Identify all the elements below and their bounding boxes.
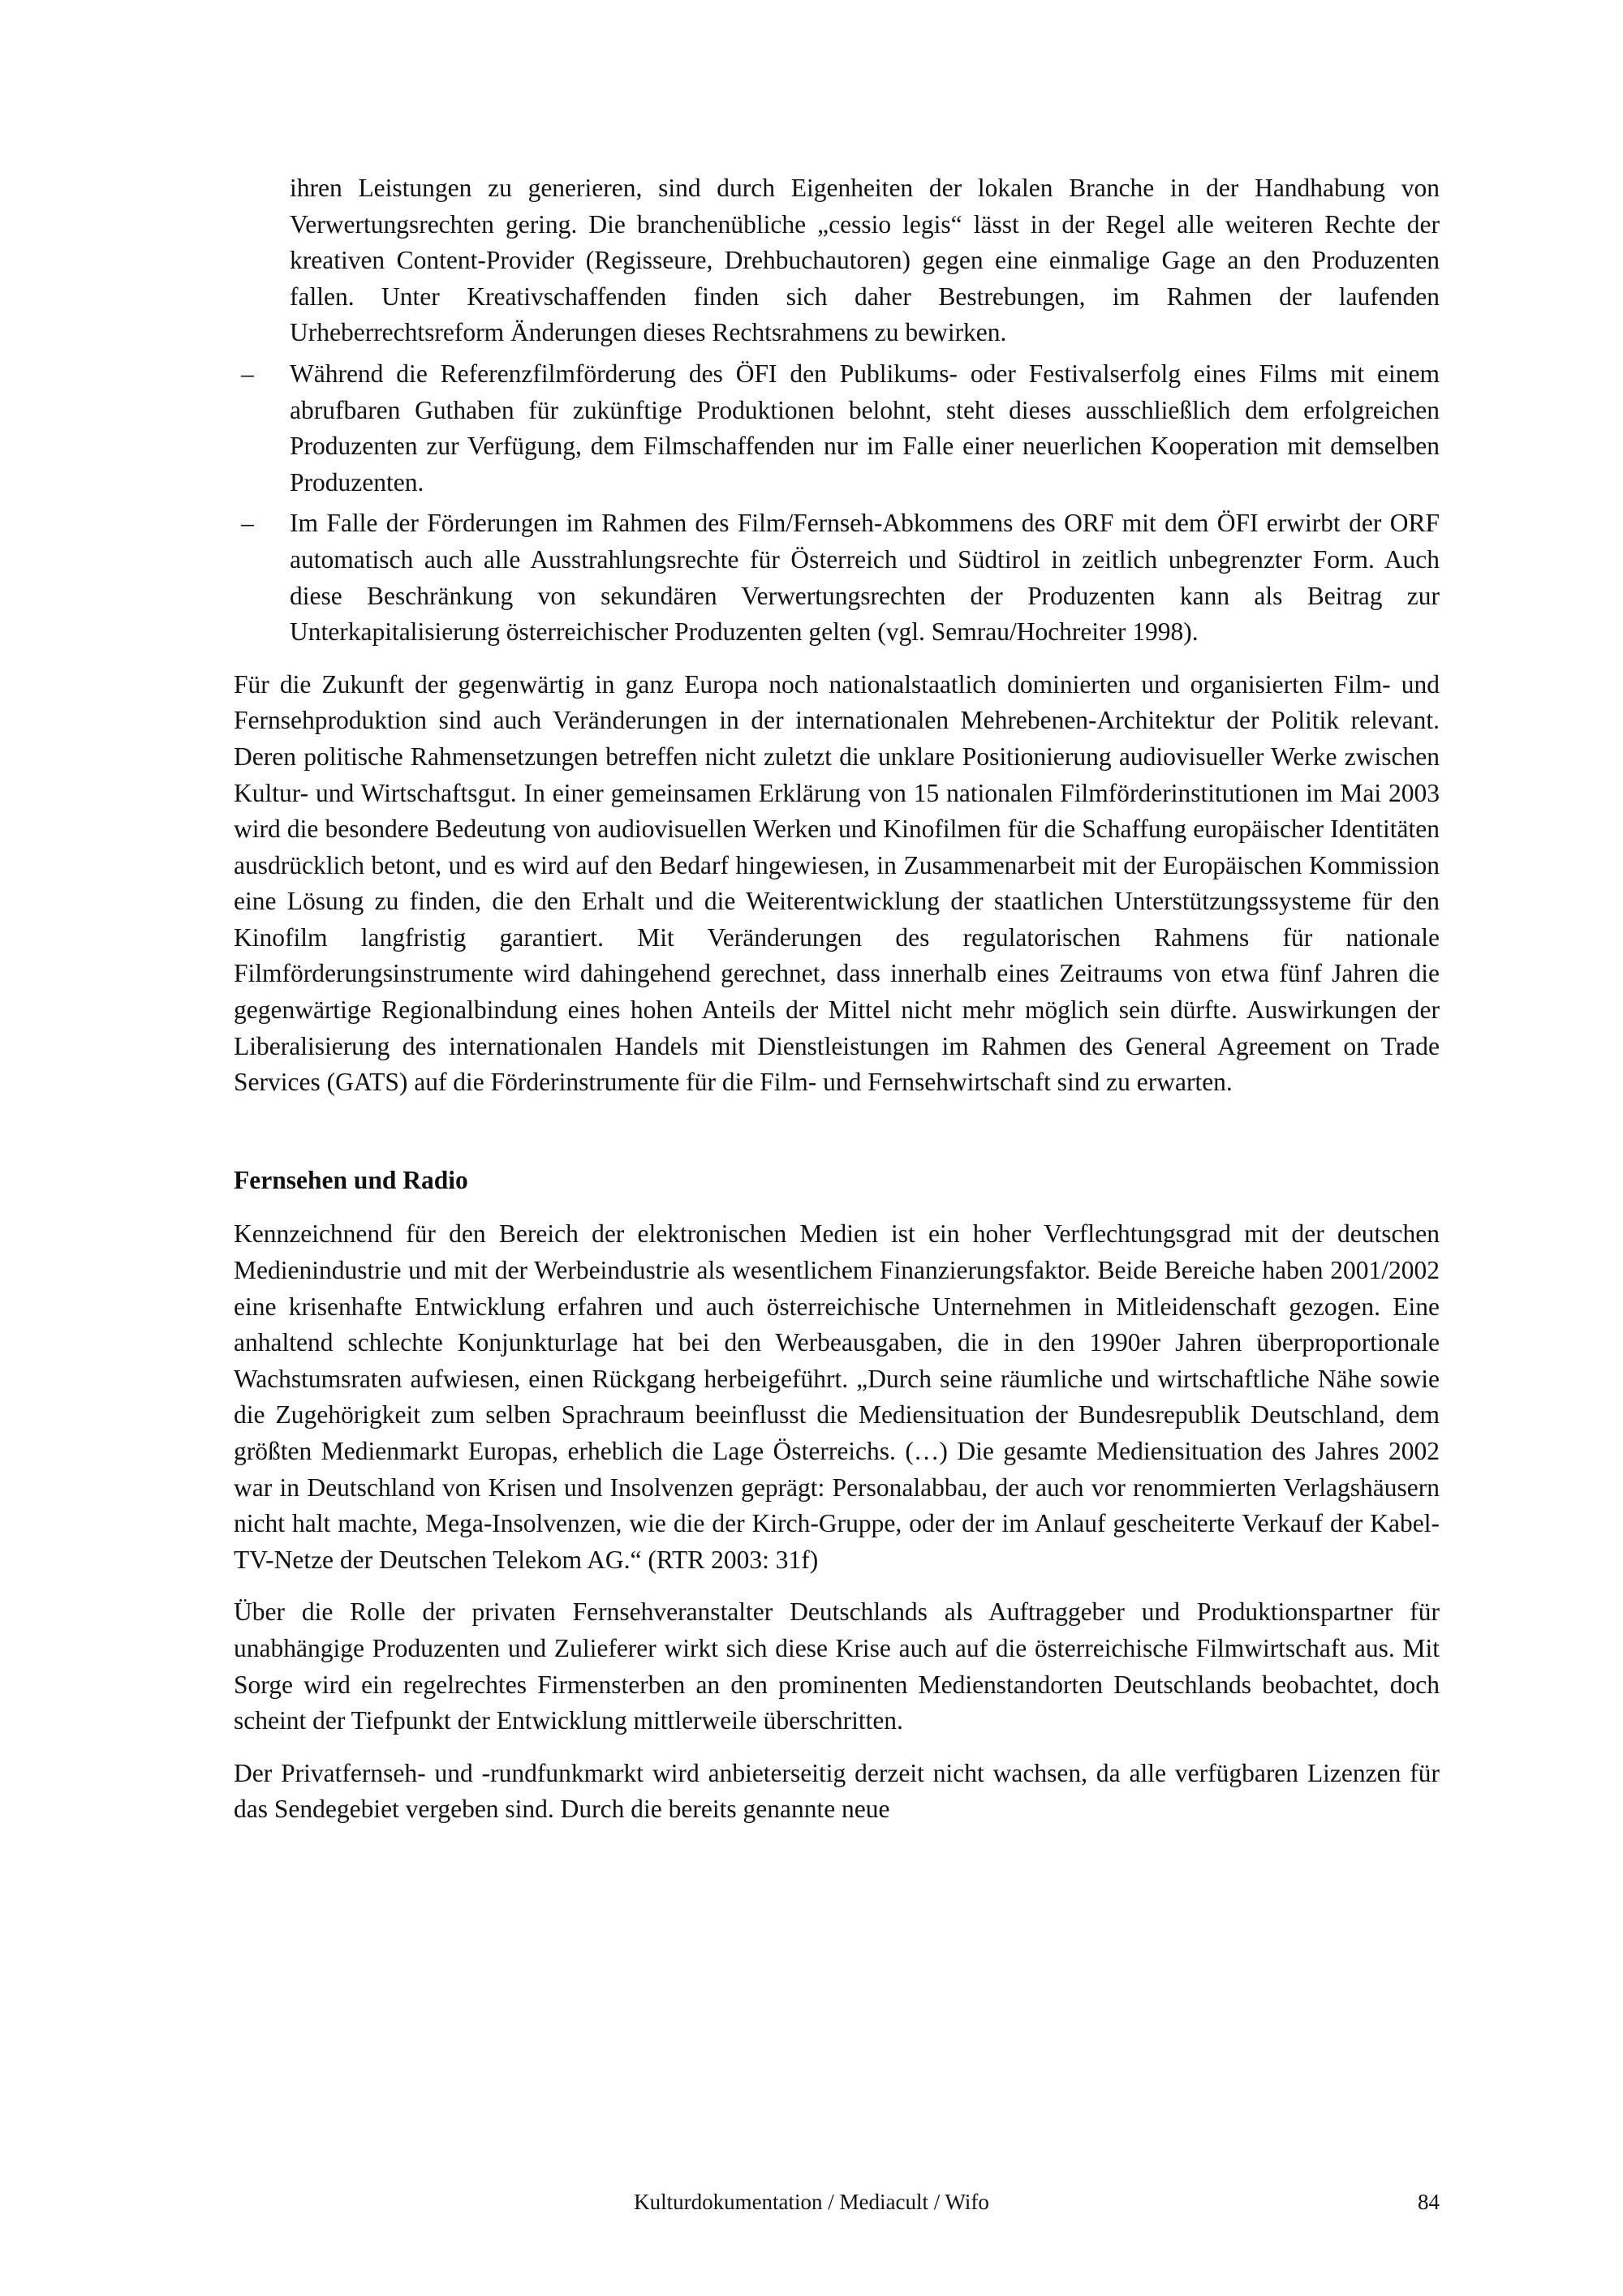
footer-source: Kulturdokumentation / Mediacult / Wifo [634,2190,989,2214]
paragraph-tv-3: Der Privatfernseh- und -rundfunkmarkt wird anbieterseitig derzeit nicht wachsen, da alle verfügbaren Lizenzen für das Sendegebiet vergeben sind. Durch die bereits genannte neue [234,1758,1440,1824]
dash-marker: – [241,359,254,388]
body-text [234,170,1440,1828]
bullet-text: Im Falle der Förderungen im Rahmen des Film/Fernseh-Abkommens des ORF mit dem ÖFI erwirbt der ORF automatisch auch alle Ausstrahlungsrechte für Österreich und Südtirol in zeitlich unbegrenzter Form. Auch diese Beschränkung von sekundären Verwertungsrechten der Produzenten kann als Beitrag zur Unterkapitalisierung österreichischer Produzenten gelten (vgl. Semrau/Hochreiter 1998). [290,509,1440,647]
bullet-item [234,356,1440,501]
paragraph-tv-1: Kennzeichnend für den Bereich der elektronischen Medien ist ein hoher Verflechtungsgrad mit der deutschen Medienindustrie und mit der Werbeindustrie als wesentlichem Finanzierungsfaktor. Beide Bereiche haben 2001/2002 eine krisenhafte Entwicklung erfahren und auch österreichische Unternehmen in Mitleidenschaft gezogen. Eine anhaltend schlechte Konjunkturlage hat bei den Werbeausgaben, die in den 1990er Jahren überproportionale Wachstumsraten aufwiesen, einen Rückgang herbeigeführt. „Durch seine räumliche und wirtschaftliche Nähe sowie die Zugehörigkeit zum selben Sprachraum beeinflusst die Mediensituation der Bundesrepublik Deutschland, dem größten Medienmarkt Europas, erheblich die Lage Österreichs. (…) Die gesamte Mediensituation des Jahres 2002 war in Deutschland von Krisen und Insolvenzen geprägt: Personalabbau, der auch vor renommierten Verlagshäusern nicht halt machte, Mega-Insolvenzen, wie die der Kirch-Gruppe, oder der im Anlauf gescheiterte Verkauf der Kabel-TV-Netze der Deutschen Telekom AG.“ (RTR 2003: 31f) [234,1219,1440,1574]
section-heading: Fernsehen und Radio [234,1165,468,1194]
bullet-item [234,505,1440,650]
bullet-text: Während die Referenzfilmförderung des ÖFI den Publikums- oder Festivalserfolg eines Films mit einem abrufbaren Guthaben für zukünftige Produktionen belohnt, steht dieses ausschließlich dem erfolgreichen Produzenten zur Verfügung, dem Filmschaffenden nur im Falle einer neuerlichen Kooperation mit demselben Produzenten. [290,359,1440,497]
paragraph-future: Für die Zukunft der gegenwärtig in ganz Europa noch nationalstaatlich dominierten und organisierten Film- und Fernsehproduktion sind auch Veränderungen in der internationalen Mehrebenen-Architektur der Politik relevant. Deren politische Rahmensetzungen betreffen nicht zuletzt die unklare Positionierung audiovisueller Werke zwischen Kultur- und Wirtschaftsgut. In einer gemeinsamen Erklärung von 15 nationalen Filmförderinstitutionen im Mai 2003 wird die besondere Bedeutung von audiovisuellen Werken und Kinofilmen für die Schaffung europäischer Identitäten ausdrücklich betont, und es wird auf den Bedarf hingewiesen, in Zusammenarbeit mit der Europäischen Kommission eine Lösung zu finden, die den Erhalt und die Weiterentwicklung der staatlichen Unterstützungssysteme für den Kinofilm langfristig garantiert. Mit Veränderungen des regulatorischen Rahmens für nationale Filmförderungsinstrumente wird dahingehend gerechnet, dass innerhalb eines Zeitraums von etwa fünf Jahren die gegenwärtige Regionalbindung eines hohen Anteils der Mittel nicht mehr möglich sein dürfte. Auswirkungen der Liberalisierung des internationalen Handels mit Dienstleistungen im Rahmen des General Agreement on Trade Services (GATS) auf die Förderinstrumente für die Film- und Fernsehwirtschaft sind zu erwarten. [234,669,1440,1097]
continuation-paragraph: ihren Leistungen zu generieren, sind durch Eigenheiten der lokalen Branche in der Handhabung von Verwertungsrechten gering. Die branchenübliche „cessio legis“ lässt in der Regel alle weiteren Rechte der kreativen Content-Provider (Regisseure, Drehbuchautoren) gegen eine einmalige Gage an den Produzenten fallen. Unter Kreativschaffenden finden sich daher Bestrebungen, im Rahmen der laufenden Urheberrechtsreform Änderungen dieses Rechtsrahmens zu bewirken. [290,174,1440,347]
dash-marker: – [241,509,254,538]
paragraph-tv-2: Über die Rolle der privaten Fernsehveranstalter Deutschlands als Auftraggeber und Produktionspartner für unabhängige Produzenten und Zulieferer wirkt sich diese Krise auch auf die österreichische Filmwirtschaft aus. Mit Sorge wird ein regelrechtes Firmensterben an den prominenten Medienstandorten Deutschlands beobachtet, doch scheint der Tiefpunkt der Entwicklung mittlerweile überschritten. [234,1597,1440,1735]
page-number: 84 [1418,2190,1440,2214]
